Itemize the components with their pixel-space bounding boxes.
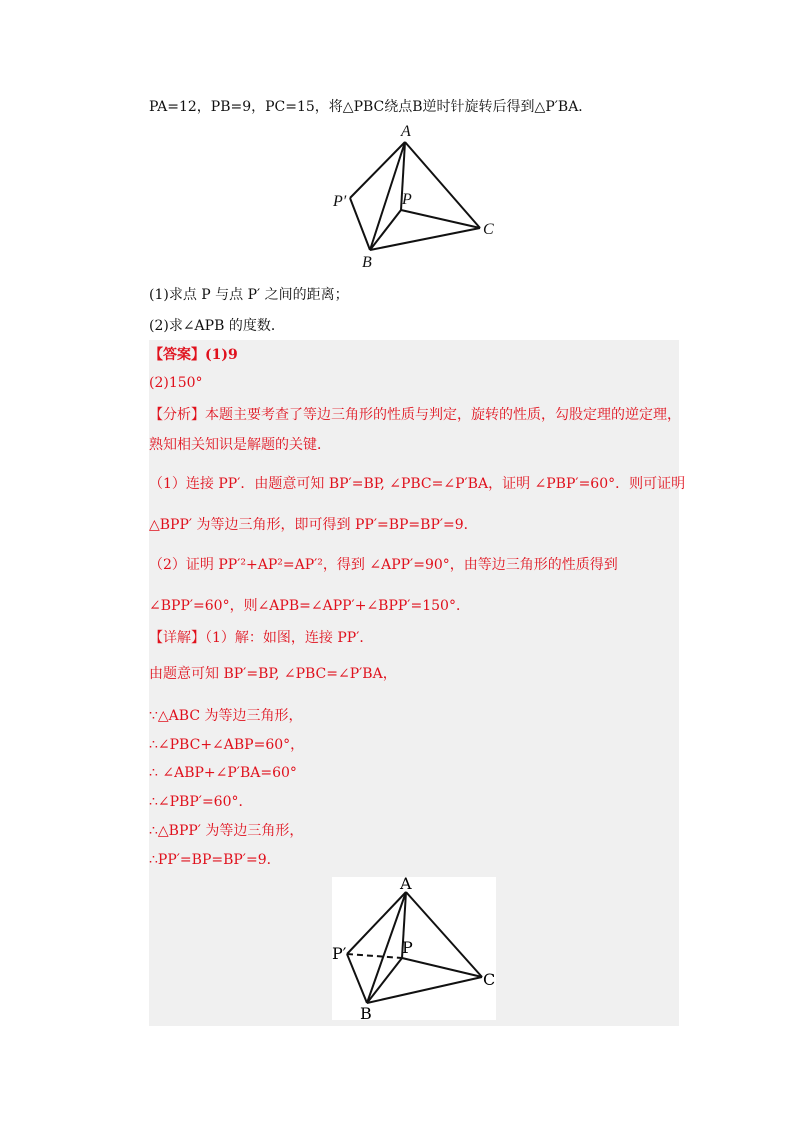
detail-line-8: ∴PP′=BP=BP′=9． [149, 852, 281, 868]
label-P-prime: P′ [333, 193, 347, 210]
triangle-figure-dashed [332, 877, 496, 1020]
detail-line-7: ∴△BPP′ 为等边三角形， [149, 823, 304, 839]
label-A-2: A [400, 877, 412, 893]
detail-line-4: ∴∠PBC+∠ABP=60°， [149, 737, 305, 753]
triangle-figure [325, 120, 505, 270]
answer-label: 【答案】(1)9 [149, 347, 238, 363]
label-C-2: C [483, 970, 496, 989]
label-B: B [362, 254, 372, 270]
label-C: C [483, 221, 494, 238]
detail-line-6: ∴∠PBP′=60°． [149, 794, 253, 810]
problem-given: PA=12，PB=9，PC=15，将△PBC绕点B逆时针旋转后得到△P′BA． [149, 99, 593, 115]
detail-line-5: ∴ ∠ABP+∠P′BA=60° [149, 765, 297, 781]
label-A: A [401, 123, 411, 140]
analysis-line-3: （1）连接 PP′．由题意可知 BP′=BP, ∠PBC=∠P′BA，证明 ∠PBP′=60°．则可证明 [149, 476, 686, 492]
question-1: (1)求点 P 与点 P′ 之间的距离； [149, 287, 349, 303]
label-P: P [402, 191, 412, 208]
analysis-line-2: 熟知相关知识是解题的关键． [149, 437, 331, 453]
analysis-line-1: 【分析】本题主要考查了等边三角形的性质与判定，旋转的性质，勾股定理的逆定理， [149, 407, 681, 423]
question-2: (2)求∠APB 的度数． [149, 318, 285, 334]
label-P-prime-2: P′ [332, 944, 347, 963]
label-B-2: B [360, 1004, 372, 1020]
analysis-line-4: △BPP′ 为等边三角形，即可得到 PP′=BP=BP′=9． [149, 517, 478, 533]
analysis-line-5: （2）证明 PP′²+AP²=AP′²，得到 ∠APP′=90°，由等边三角形的性质得到 [149, 557, 618, 573]
detail-line-2: 由题意可知 BP′=BP, ∠PBC=∠P′BA， [149, 666, 397, 682]
detail-line-1: 【详解】（1）解：如图，连接 PP′． [149, 630, 374, 646]
detail-line-3: ∵△ABC 为等边三角形， [149, 708, 303, 724]
answer-part2: (2)150° [149, 375, 203, 391]
analysis-line-6: ∠BPP′=60°，则∠APB=∠APP′+∠BPP′=150°． [149, 598, 470, 614]
label-P-2: P [402, 938, 413, 957]
